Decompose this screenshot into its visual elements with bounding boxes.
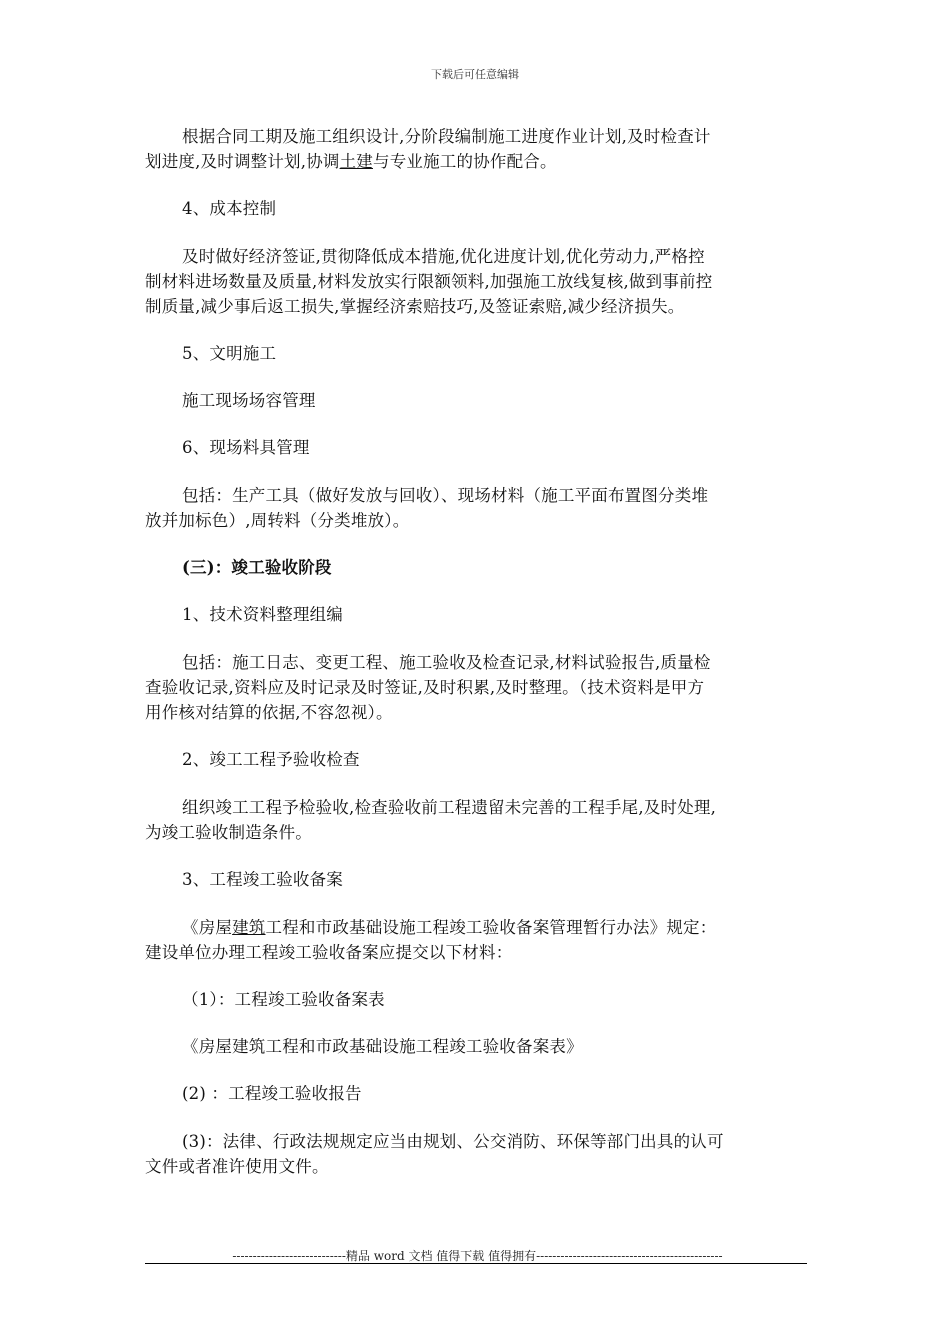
list-item: (3)：法律、行政法规规定应当由规划、公交消防、环保等部门出具的认可 [182, 1132, 724, 1151]
paragraph-line: 《房屋建筑工程和市政基础设施工程竣工验收备案表》 [182, 1037, 583, 1056]
paragraph-line: 制质量,减少事后返工损失,掌握经济索赔技巧,及签证索赔,减少经济损失。 [145, 297, 685, 316]
section-heading: (三)：竣工验收阶段 [182, 558, 332, 577]
footer-rule [145, 1263, 807, 1264]
page-header: 下载后可任意编辑 [431, 68, 519, 81]
heading-cost-control: 4、成本控制 [182, 199, 277, 218]
heading-tech-docs: 1、技术资料整理组编 [182, 605, 343, 624]
paragraph-line: 文件或者准许使用文件。 [145, 1157, 329, 1176]
paragraph-line: 施工现场场容管理 [182, 391, 316, 410]
text-run: 与专业施工的协作配合。 [373, 152, 557, 171]
paragraph-line: 建设单位办理工程竣工验收备案应提交以下材料： [145, 943, 513, 962]
heading-civilized-construction: 5、文明施工 [182, 344, 277, 363]
paragraph-line: 根据合同工期及施工组织设计,分阶段编制施工进度作业计划,及时检查计 [182, 127, 711, 146]
paragraph-line: 组织竣工工程予检验收,检查验收前工程遗留未完善的工程手尾,及时处理, [182, 798, 717, 817]
paragraph-line: 及时做好经济签证,贯彻降低成本措施,优化进度计划,优化劳动力,严格控 [182, 247, 705, 266]
paragraph-line: 包括：施工日志、变更工程、施工验收及检查记录,材料试验报告,质量检 [182, 653, 711, 672]
text-run: 《房屋 [182, 918, 233, 937]
paragraph-line: 放并加标色）,周转料（分类堆放）。 [145, 511, 410, 530]
paragraph-line [182, 916, 847, 940]
heading-pre-acceptance: 2、竣工工程予验收检查 [182, 750, 360, 769]
underlined-term: 土建 [339, 152, 373, 171]
heading-acceptance-filing: 3、工程竣工验收备案 [182, 870, 343, 889]
paragraph-line: 查验收记录,资料应及时记录及时签证,及时积累,及时整理。（技术资料是甲方 [145, 678, 705, 697]
paragraph-line: 包括：生产工具（做好发放与回收）、现场材料（施工平面布置图分类堆 [182, 486, 709, 505]
paragraph-line [145, 150, 810, 174]
underlined-term: 建筑 [232, 918, 266, 937]
heading-site-materials: 6、现场料具管理 [182, 438, 310, 457]
list-item: （1）：工程竣工验收备案表 [182, 990, 385, 1009]
list-item: (2) ：工程竣工验收报告 [182, 1084, 362, 1103]
paragraph-line: 制材料进场数量及质量,材料发放实行限额领料,加强施工放线复核,做到事前控 [145, 272, 713, 291]
text-run: 划进度,及时调整计划,协调 [145, 152, 340, 171]
page-footer: ----------------------------精品 word 文档 值得下载 值得拥有---------------------------------------------- [232, 1249, 723, 1263]
paragraph-line: 用作核对结算的依据,不容忽视）。 [145, 703, 393, 722]
text-run: 工程和市政基础设施工程竣工验收备案管理暂行办法》规定： [265, 918, 717, 937]
paragraph-line: 为竣工验收制造条件。 [145, 823, 312, 842]
